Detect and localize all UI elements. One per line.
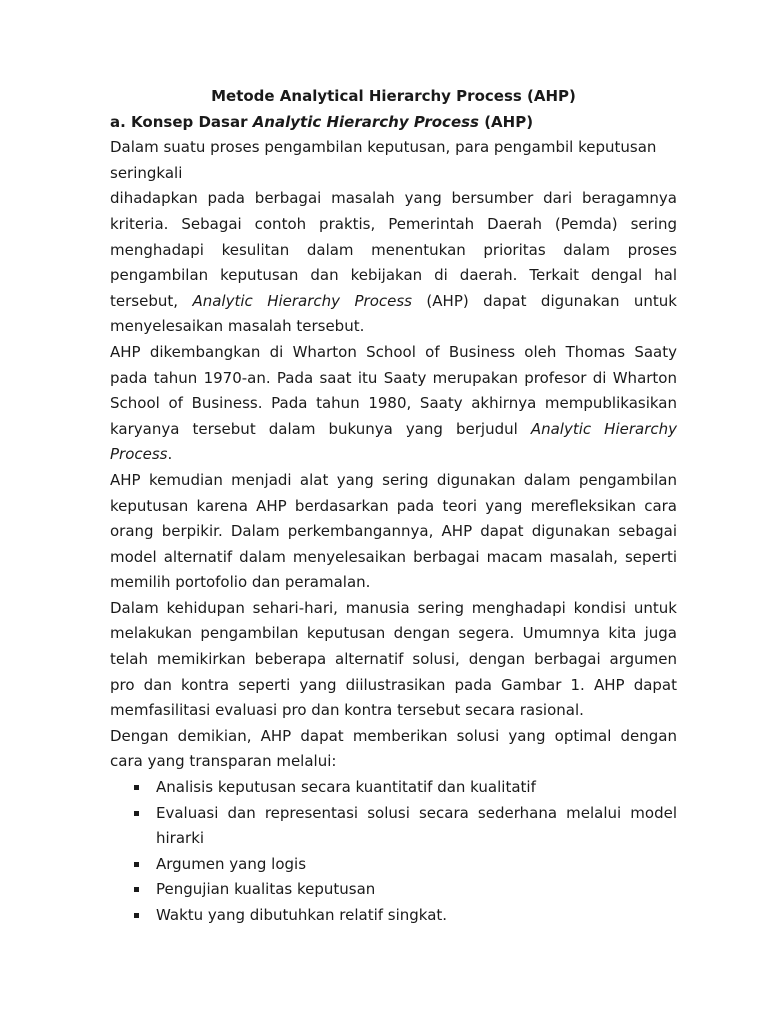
paragraph-2-italic: Analytic Hierarchy Process	[110, 419, 678, 464]
list-item-text: Waktu yang dibutuhkan relatif singkat.	[156, 906, 448, 924]
paragraph-2	[110, 340, 677, 468]
paragraph-1-text: dihadapkan pada berbagai masalah yang bersumber dari beragamnya kriteria. Sebagai contoh praktis, Pemerintah Daerah (Pemda) sering menghadapi kesulitan dalam menentukan prioritas dalam proses pengambilan keputusan dan kebijakan di daerah. Terkait dengal hal tersebut,	[110, 189, 677, 310]
list-item-text: Argumen yang logis	[156, 854, 307, 873]
paragraph-2-text: AHP dikembangkan di Wharton School of Business oleh Thomas Saaty pada tahun 1970-an. Pada saat itu Saaty merupakan profesor di Wharton School of Business. Pada tahun 1980, Saaty akhirnya mempublikasikan karyanya tersebut dalam bukunya yang berjudul	[110, 342, 677, 438]
paragraph-4: Dalam kehidupan sehari-hari, manusia sering menghadapi kondisi untuk melakukan pengambilan keputusan dengan segera. Umumnya kita juga telah memikirkan beberapa alternatif solusi, dengan berbagai argumen pro dan kontra seperti yang diilustrasikan pada Gambar 1. AHP dapat memfasilitasi evaluasi pro dan kontra tersebut secara rasional.	[110, 598, 677, 720]
square-bullet-icon	[134, 811, 139, 816]
section-heading-prefix: a. Konsep Dasar	[110, 112, 253, 131]
square-bullet-icon	[134, 887, 139, 892]
list-item	[110, 903, 677, 929]
paragraph-2-end: .	[167, 445, 173, 464]
bullet-list	[110, 775, 677, 929]
paragraph-5: Dengan demikian, AHP dapat memberikan solusi yang optimal dengan cara yang transparan melalui:	[110, 726, 677, 771]
section-heading-italic: Analytic Hierarchy Process	[252, 112, 479, 131]
paragraph-1-first-line: Dalam suatu proses pengambilan keputusan, para pengambil keputusan seringkali	[110, 138, 657, 182]
paragraph-1-italic: Analytic Hierarchy Process	[192, 291, 412, 310]
paragraph-3: AHP kemudian menjadi alat yang sering digunakan dalam pengambilan keputusan karena AHP berdasarkan pada teori yang merefleksikan cara orang berpikir. Dalam perkembangannya, AHP dapat digunakan sebagai model alternatif dalam menyelesaikan berbagai macam masalah, seperti memilih portofolio dan peramalan.	[110, 470, 677, 592]
list-item-text: Evaluasi dan representasi solusi secara sederhana melalui model hirarki	[156, 803, 677, 848]
paragraph-1-end: (AHP) dapat digunakan untuk menyelesaikan masalah tersebut.	[110, 291, 677, 336]
section-heading	[110, 110, 677, 136]
square-bullet-icon	[134, 785, 139, 790]
list-item-text: Analisis keputusan secara kuantitatif dan kualitatif	[156, 778, 536, 797]
square-bullet-icon	[134, 913, 139, 918]
list-item	[110, 877, 677, 903]
document-page	[110, 84, 677, 929]
list-item-text: Pengujian kualitas keputusan	[156, 880, 376, 899]
list-item	[110, 801, 677, 852]
section-heading-suffix: (AHP)	[478, 112, 534, 131]
paragraph-1	[110, 186, 677, 340]
square-bullet-icon	[134, 862, 139, 867]
list-item	[110, 775, 677, 801]
list-item	[110, 852, 677, 878]
document-title: Metode Analytical Hierarchy Process (AHP)	[211, 87, 576, 105]
